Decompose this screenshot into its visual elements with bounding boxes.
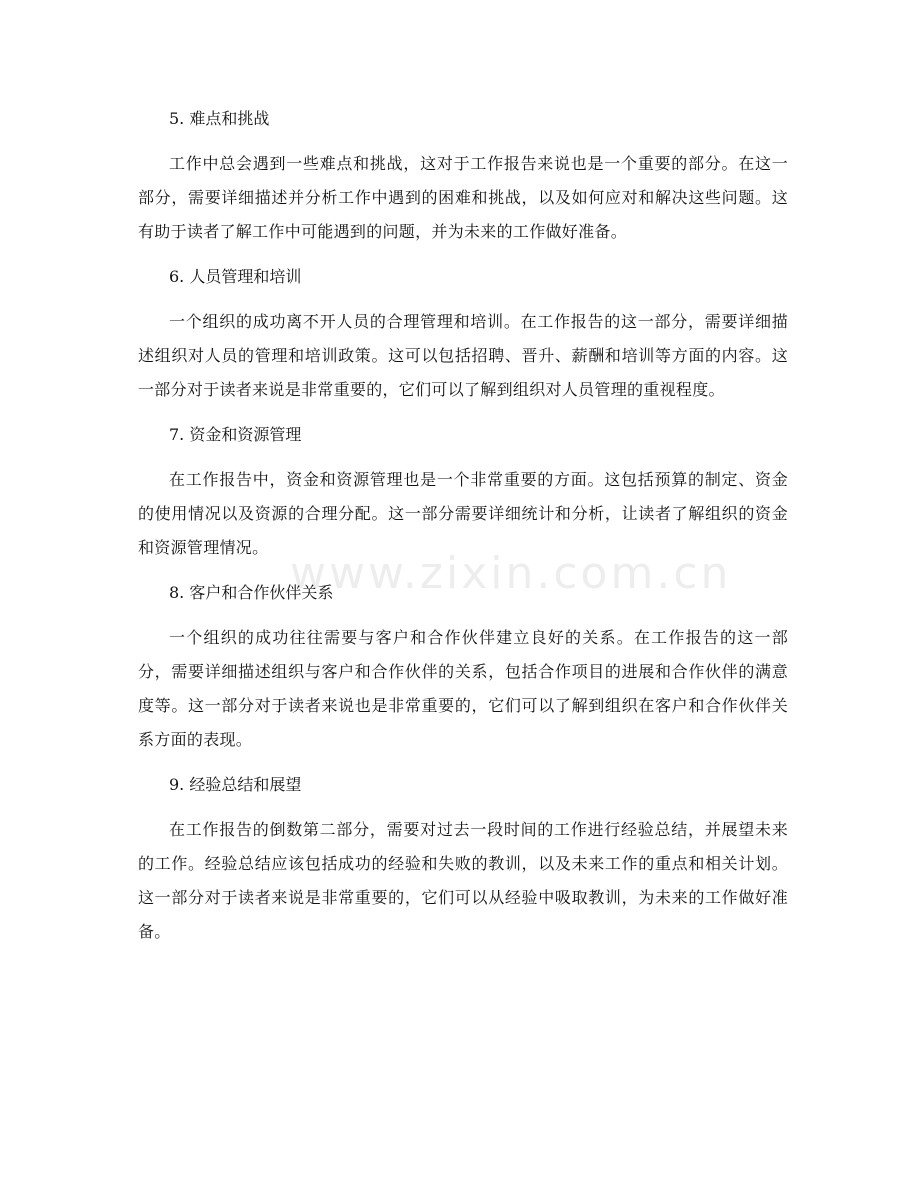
section-paragraph: 工作中总会遇到一些难点和挑战，这对于工作报告来说也是一个重要的部分。在这一部分，需要详细描述并分析工作中遇到的困难和挑战，以及如何应对和解决这些问题。这有助于读者了解工作中可能遇到的问题，并为未来的工作做好准备。 xyxy=(138,154,788,241)
section-funding xyxy=(138,418,788,565)
section-difficulties xyxy=(138,102,788,249)
section-heading: 9. 经验总结和展望 xyxy=(169,775,302,794)
section-paragraph: 在工作报告中，资金和资源管理也是一个非常重要的方面。这包括预算的制定、资金的使用情况以及资源的合理分配。这一部分需要详细统计和分析，让读者了解组织的资金和资源管理情况。 xyxy=(138,470,788,557)
section-paragraph: 在工作报告的倒数第二部分，需要对过去一段时间的工作进行经验总结，并展望未来的工作。经验总结应该包括成功的经验和失败的教训，以及未来工作的重点和相关计划。这一部分对于读者来说是非常重要的，它们可以从经验中吸取教训，为未来的工作做好准备。 xyxy=(138,820,788,941)
section-heading: 6. 人员管理和培训 xyxy=(169,267,302,286)
document-content xyxy=(138,102,788,960)
section-paragraph: 一个组织的成功离不开人员的合理管理和培训。在工作报告的这一部分，需要详细描述组织对人员的管理和培训政策。这可以包括招聘、晋升、薪酬和培训等方面的内容。这一部分对于读者来说是非常重要的，它们可以了解到组织对人员管理的重视程度。 xyxy=(138,312,788,399)
section-personnel xyxy=(138,260,788,407)
section-paragraph: 一个组织的成功往往需要与客户和合作伙伴建立良好的关系。在工作报告的这一部分，需要详细描述组织与客户和合作伙伴的关系，包括合作项目的进展和合作伙伴的满意度等。这一部分对于读者来说也是非常重要的，它们可以了解到组织在客户和合作伙伴关系方面的表现。 xyxy=(138,628,788,749)
section-heading: 8. 客户和合作伙伴关系 xyxy=(169,583,334,602)
section-heading: 7. 资金和资源管理 xyxy=(169,425,302,444)
watermark: www.zixin.com.cn xyxy=(290,548,732,599)
section-partners xyxy=(138,576,788,757)
section-heading: 5. 难点和挑战 xyxy=(169,109,270,128)
section-summary xyxy=(138,768,788,949)
